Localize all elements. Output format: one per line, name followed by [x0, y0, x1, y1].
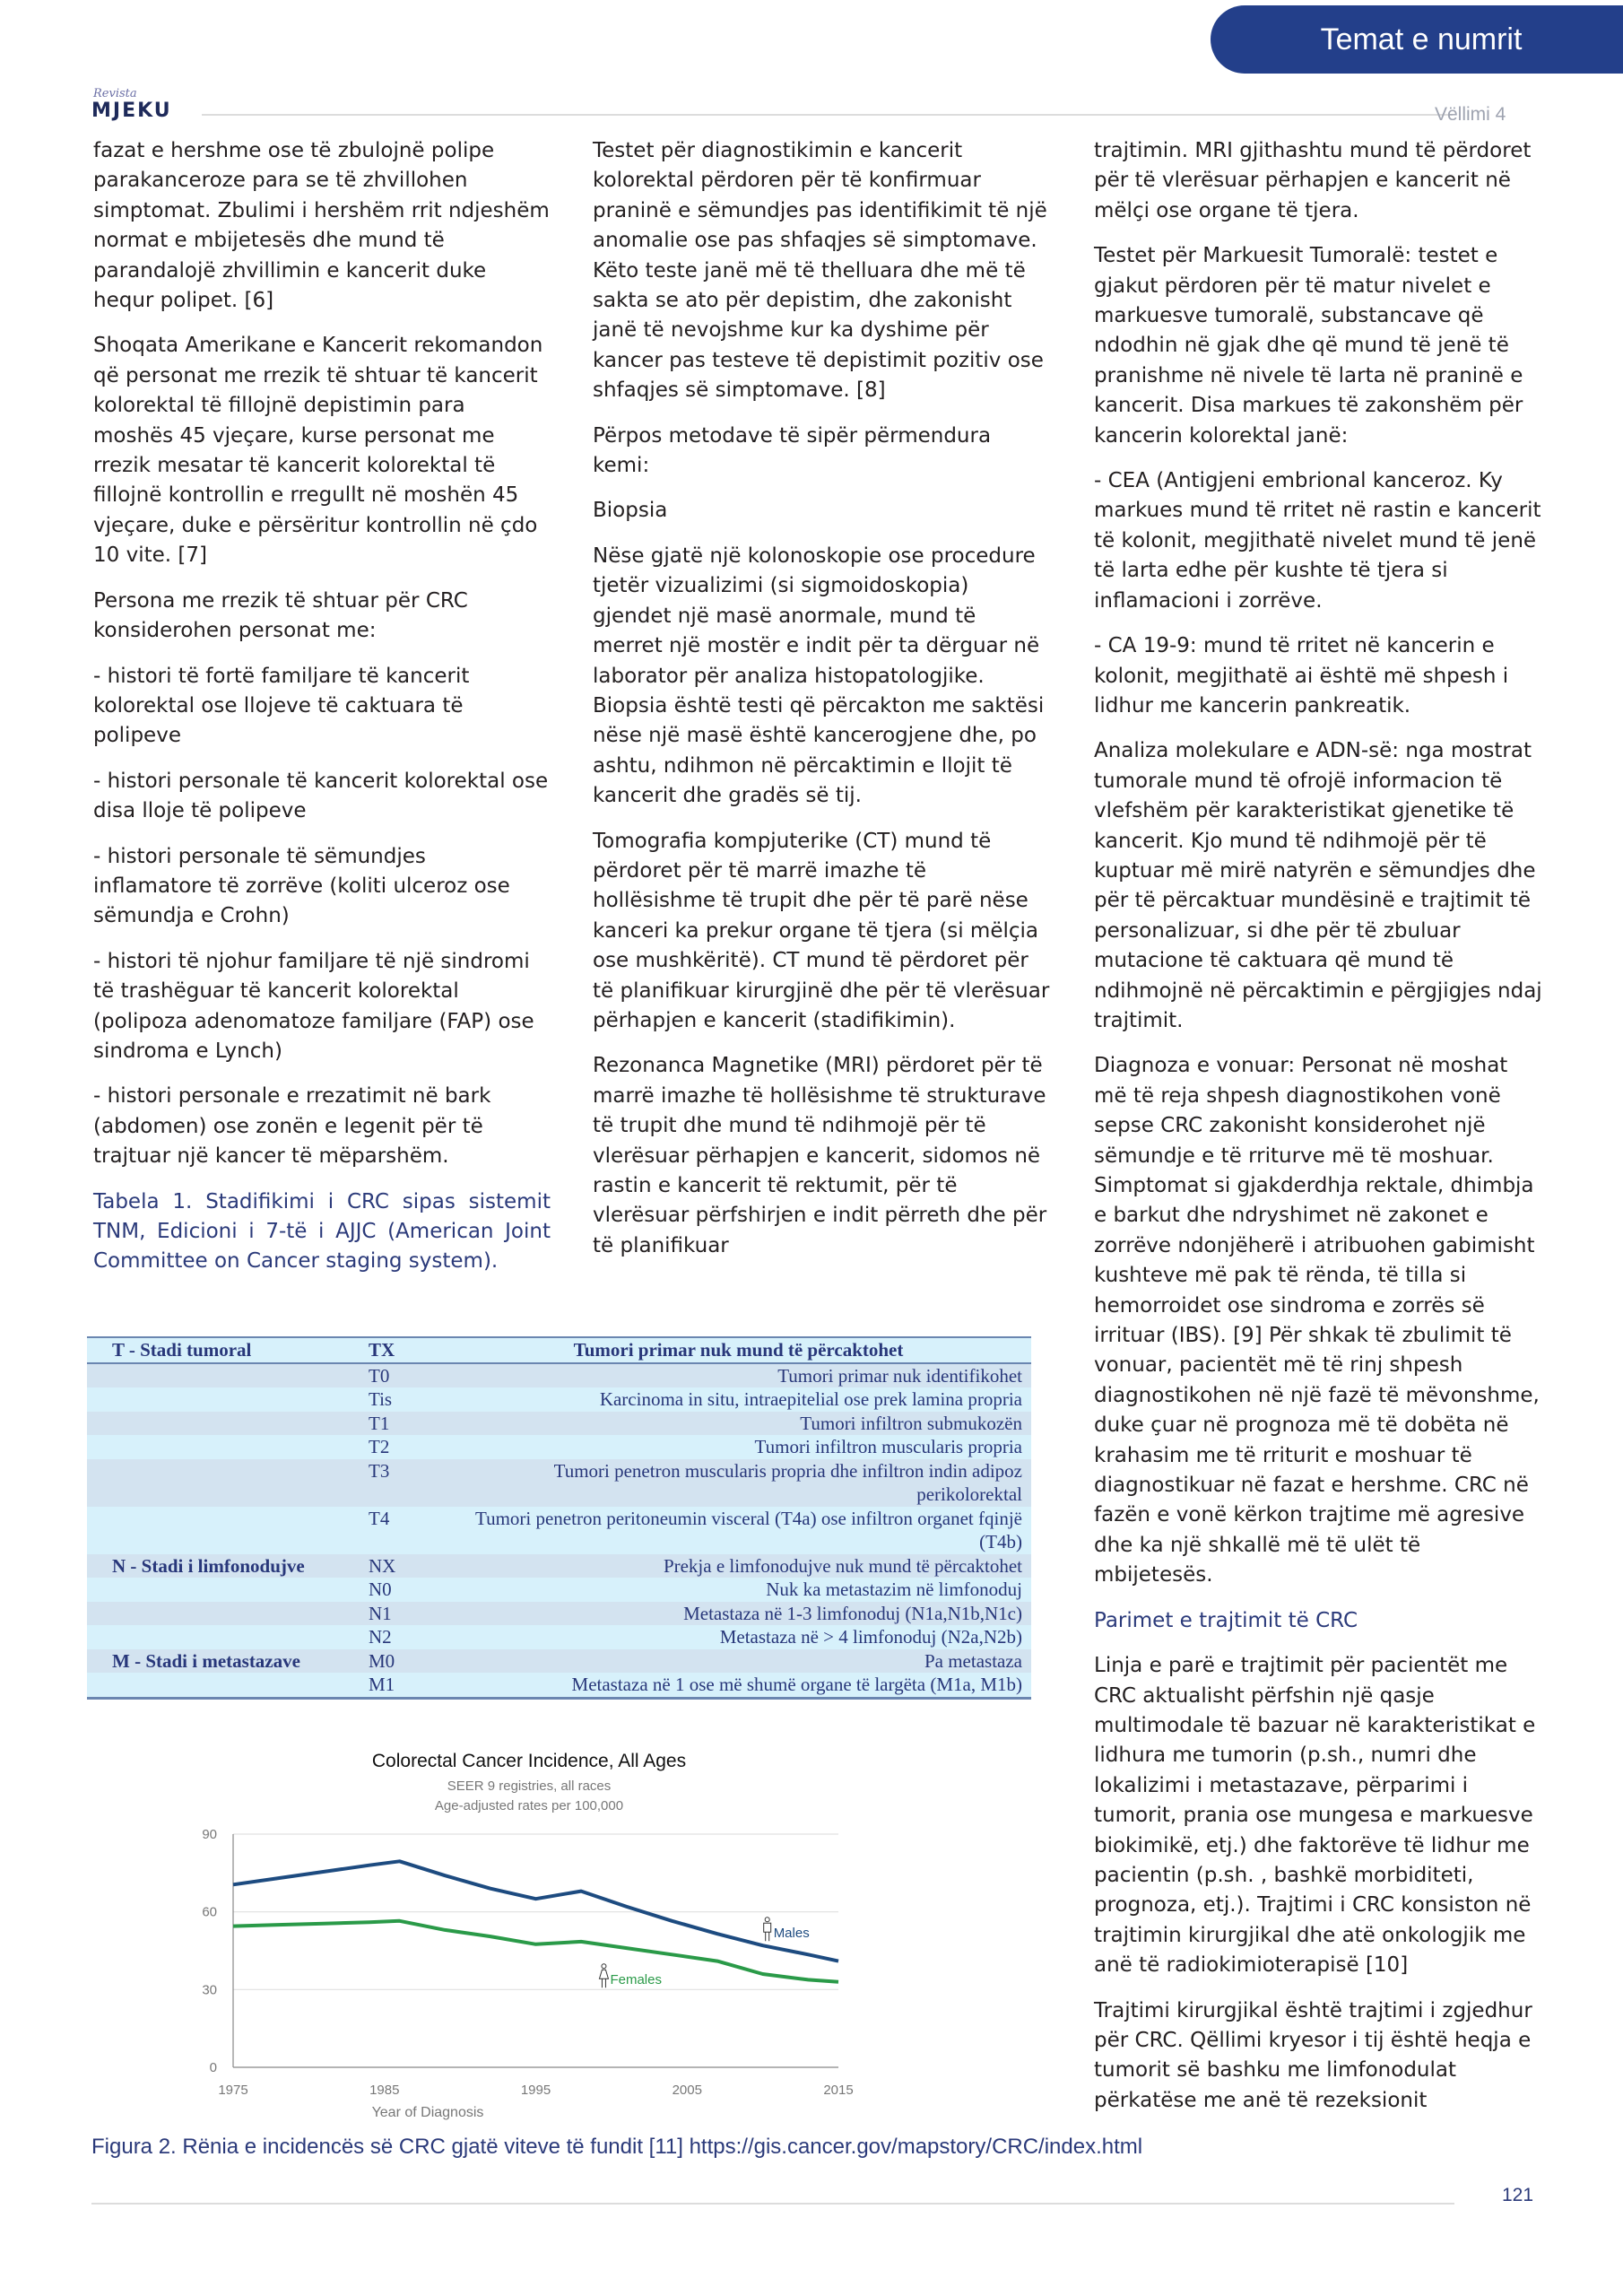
table-cell-code: M0 — [369, 1649, 395, 1672]
table-row — [87, 1507, 1031, 1554]
series-line-males — [233, 1861, 838, 1961]
paragraph: Testet për Markuesit Tumoralë: testet e gjakut përdoren për të matur nivelet e markuesve tumoralë, substancave që ndodhin në gjak dhe që mund të jenë të pranishme në nivele të larta në praninë e kancerit. Disa markues të zakonshëm për kancerin kolorektal janë: — [1094, 244, 1523, 448]
table-row — [87, 1673, 1031, 1697]
table-cell-desc: Tumori penetron muscularis propria dhe infiltron indin adipoz perikolorektal — [553, 1459, 1022, 1505]
table-cell-group — [87, 1435, 365, 1459]
volume-label: Vëllimi 4 — [1435, 104, 1506, 125]
table-cell-group: N - Stadi i limfonodujve — [112, 1554, 305, 1577]
incidence-chart — [179, 1731, 879, 2126]
table-row — [87, 1625, 1031, 1649]
paragraph: Rezonanca Magnetike (MRI) përdoret për të marrë imazhe të hollësishme të strukturave të trupit dhe mund të ndihmojë për të vlerësuar përhapjen e kancerit, sidomos në rastin e kancerit të rektumit, për të vlerësuar përfshirjen e indit përreth dhe për të planifikuar — [593, 1054, 1047, 1257]
column-1 — [93, 136, 551, 1292]
table-cell-code: T1 — [369, 1412, 390, 1434]
table-cell-group — [87, 1459, 365, 1507]
logo-subtitle: Revista — [93, 87, 137, 100]
x-tick-label: 2015 — [823, 2083, 854, 2098]
table-row — [87, 1554, 1031, 1578]
list-item: - histori personale e rrezatimit në bark (abdomen) ose zonën e legenit për të trajtuar një kancer të mëparshëm. — [93, 1084, 491, 1169]
table-cell-desc: Karcinoma in situ, intraepitelial ose prek lamina propria — [599, 1388, 1022, 1410]
paragraph: Linja e parë e trajtimit për pacientët me CRC aktualisht përfshin një qasje multimodale të bazuar në karakteristikat e lidhura me tumorin (p.sh., numri dhe lokalizimi i metastazave, përparimi i tumorit, prania ose mungesa e markuesve biokimikë, etj.) dhe faktorëve të lidhur me pacientin (p.sh. , bashkë morbiditeti, prognoza, etj.). Trajtimi i CRC konsiston në trajtimin kirurgjikal dhe atë onkologjik me anë të radiokimioterapisë [10] — [1094, 1654, 1536, 1978]
list-item: - CA 19-9: mund të rritet në kancerin e kolonit, megjithatë ai është më shpesh i lidhur me kancerin pankreatik. — [1094, 634, 1509, 718]
chart-title: Colorectal Cancer Incidence, All Ages — [371, 1751, 687, 1771]
table-cell-code: N2 — [369, 1626, 392, 1648]
table-cell-group — [87, 1578, 365, 1602]
table-cell-desc: Tumori penetron peritoneumin visceral (T4a) ose infiltron organet fqinjë (T4b) — [474, 1507, 1022, 1552]
x-tick-label: 1975 — [218, 2083, 248, 2098]
table-cell-code: Tis — [369, 1388, 393, 1410]
table-row — [87, 1459, 1031, 1507]
table-row — [87, 1649, 1031, 1674]
table-cell-group: M - Stadi i metastazave — [112, 1649, 300, 1672]
section-heading: Parimet e trajtimit të CRC — [1094, 1608, 1358, 1632]
paragraph: Testet për diagnostikimin e kancerit kolorektal përdoren për të konfirmuar praninë e sëmundjes pas identifikimit të një anomalie ose pas shfaqjes së simptomave. Këto teste janë më të thelluara dhe më të sakta se ato për depistim, dhe zakonisht janë të nevojshme kur ka dyshime për kancer pas testeve të depistimit pozitiv ose shfaqjes së simptomave. [8] — [593, 139, 1047, 403]
column-2 — [593, 136, 1050, 1276]
y-tick-label: 90 — [202, 1827, 217, 1842]
header-divider — [202, 114, 1453, 116]
paragraph: Tomografia kompjuterike (CT) mund të përdoret për të marrë imazhe të hollësishme të trupit dhe për të parë nëse kanceri ka prekur organe të tjera (si mëlçia ose mushkëritë). CT mund të përdoret për të planifikuar kirurgjinë dhe për të vlerësuar përhapjen e kancerit (stadifikimin). — [593, 829, 1050, 1032]
table-cell-code: T0 — [369, 1364, 390, 1387]
table-caption: Tabela 1. Stadifikimi i CRC sipas sistemit TNM, Edicioni i 7-të i AJJC (American Joint Committee on Cancer staging system). — [93, 1189, 551, 1274]
list-item: - histori të fortë familjare të kancerit kolorektal ose llojeve të caktuara të polipeve — [93, 664, 470, 748]
tnm-staging-table — [87, 1336, 1031, 1700]
table-cell-desc: Nuk ka metastazim në limfonoduj — [766, 1578, 1022, 1600]
table-cell-group — [87, 1507, 365, 1554]
table-cell-group — [87, 1364, 365, 1388]
legend-label: Females — [610, 1972, 662, 1988]
table-cell-group — [87, 1673, 365, 1697]
list-item: - histori personale të sëmundjes inflamatore të zorrëve (koliti ulceroz ose sëmundja e Crohn) — [93, 844, 510, 928]
legend-females — [599, 1964, 662, 1988]
table-row — [87, 1602, 1031, 1626]
table-cell-desc: Prekja e limfonodujve nuk mund të përcaktohet — [663, 1554, 1022, 1577]
series-line-females — [233, 1921, 838, 1982]
footer-divider — [91, 2203, 1454, 2205]
table-cell-desc: Tumori infiltron muscularis propria — [754, 1436, 1022, 1457]
list-item: - histori të njohur familjare të një sindromi të trashëguar të kancerit kolorektal (polipoza adenomatoze familjare (FAP) ose sindroma e Lynch) — [93, 949, 534, 1063]
table-cell-code: TX — [369, 1339, 395, 1361]
table-cell-desc: Tumori infiltron submukozën — [800, 1412, 1022, 1434]
paragraph: Diagnoza e vonuar: Personat në moshat më të reja shpesh diagnostikohen vonë sepse CRC zakonisht konsiderohet një sëmundje e të rriturve më të moshuar. Simptomat si gjakderdhja rektale, dhimbja e barkut dhe ndryshimet në zakonet e zorrëve ndonjëherë i atribuohen gabimisht kushteve më pak të rënda, të tilla si hemorroidet ose sindroma e zorrës së irrituar (IBS). [9] Për shkak të zbulimit të vonuar, pacientët më të rinj shpesh diagnostikohen në një fazë të mëvonshme, duke çuar në prognoza më të dobëta në krahasim me të rriturit e moshuar të diagnostikuar në fazat e hershme. CRC në fazën e vonë kërkon trajtime më agresive dhe ka një shkallë më të ulët të mbijetesës. — [1094, 1054, 1540, 1587]
table-cell-desc: Pa metastaza — [924, 1649, 1022, 1672]
table-cell-group — [87, 1625, 365, 1649]
paragraph: Nëse gjatë një kolonoskopie ose procedure tjetër vizualizimi (si sigmoidoskopia) gjendet një masë anormale, mund të merret një mostër e indit për ta dërguar në laborator për analiza histopatologjike. Biopsia është testi që përcakton me saktësi nëse një masë është kancerogjene dhe, po ashtu, ndihmon në përcaktimin e llojit të kancerit dhe gradës së tij. — [593, 544, 1045, 808]
table-cell-desc: Tumori primar nuk identifikohet — [777, 1364, 1022, 1387]
table-cell-code: M1 — [369, 1674, 395, 1695]
paragraph: Shoqata Amerikane e Kancerit rekomandon që personat me rrezik të shtuar të kancerit kolorektal të fillojnë depistimin para moshës 45 vjeçare, kurse personat me rrezik mesatar të kancerit kolorektal të fillojnë kontrollin e rregullt në moshën 45 vjeçare, duke e përsëritur kontrollin në çdo 10 vite. [7] — [93, 334, 543, 568]
y-tick-label: 30 — [202, 1982, 217, 1998]
paragraph: trajtimin. MRI gjithashtu mund të përdoret për të vlerësuar përhapjen e kancerit në mëlçi ose organe të tjera. — [1094, 139, 1532, 222]
paragraph: Përpos metodave të sipër përmendura kemi: — [593, 423, 992, 478]
table-cell-desc: Tumori primar nuk mund të përcaktohet — [573, 1339, 904, 1361]
x-tick-label: 1985 — [369, 2083, 400, 2098]
x-axis-label: Year of Diagnosis — [371, 2105, 484, 2120]
table-cell-group — [87, 1602, 365, 1626]
table-header-row — [87, 1338, 1031, 1364]
legend-males — [764, 1918, 810, 1942]
table-cell-code: T4 — [369, 1507, 390, 1529]
chart-subtitle-2: Age-adjusted rates per 100,000 — [434, 1798, 624, 1813]
table-row — [87, 1435, 1031, 1459]
female-figure-icon — [599, 1964, 608, 1988]
paragraph: Analiza molekulare e ADN-së: nga mostrat tumorale mund të ofrojë informacion të vlefshëm për karakteristikat gjenetike të kancerit. Kjo mund të ndihmojë për të kuptuar më mirë natyrën e sëmundjes dhe për të përcaktuar mundësinë e trajtimit të personalizuar, si dhe për të zbuluar mutacione të caktuara që mund të ndihmojnë në përcaktimin e përgjigjes ndaj trajtimit. — [1094, 739, 1542, 1032]
y-tick-label: 60 — [202, 1904, 217, 1920]
list-item: - histori personale të kancerit kolorektal ose disa lloje të polipeve — [93, 769, 549, 823]
table-row — [87, 1412, 1031, 1436]
table-cell-group — [87, 1387, 365, 1412]
table-cell-code: N1 — [369, 1602, 392, 1624]
column-3 — [1094, 136, 1542, 2131]
section-tab: Temat e numrit — [1211, 5, 1623, 74]
logo-title: MJEKU — [91, 100, 172, 122]
table-cell-code: T3 — [369, 1459, 390, 1482]
paragraph: Trajtimi kirurgjikal është trajtimi i zgjedhur për CRC. Qëllimi kryesor i tij është heqja e tumorit së bashku me limfonodulat përkatëse me anë të rezeksionit — [1094, 1998, 1532, 2112]
page-number: 121 — [1502, 2185, 1534, 2205]
journal-logo — [91, 88, 172, 121]
list-item: - CEA (Antigjeni embrional kanceroz. Ky markues mund të rritet në rastin e kancerit të kolonit, megjithatë nivelet mund të jenë të larta edhe për kushte të tjera si inflamacioni i zorrëve. — [1094, 469, 1541, 613]
male-figure-icon — [764, 1918, 771, 1942]
table-cell-code: N0 — [369, 1578, 392, 1600]
chart-subtitle-1: SEER 9 registries, all races — [447, 1779, 612, 1794]
subheading-biopsia: Biopsia — [593, 499, 668, 523]
table-cell-desc: Metastaza në > 4 limfonoduj (N2a,N2b) — [719, 1626, 1022, 1648]
table-cell-desc: Metastaza në 1-3 limfonoduj (N1a,N1b,N1c) — [683, 1602, 1022, 1624]
table-cell-group: T - Stadi tumoral — [112, 1339, 252, 1361]
table-cell-code: T2 — [369, 1436, 390, 1457]
paragraph: Persona me rrezik të shtuar për CRC konsiderohen personat me: — [93, 588, 468, 643]
y-tick-label: 0 — [209, 2060, 217, 2075]
paragraph: fazat e hershme ose të zbulojnë polipe parakanceroze para se të zhvillohen simptomat. Zbulimi i hershëm rrit ndjeshëm normat e mbijetesës dhe mund të parandalojë zhvillimin e kancerit duke hequr polipet. [6] — [93, 139, 550, 313]
legend-label: Males — [773, 1926, 810, 1942]
table-row — [87, 1578, 1031, 1602]
table-row — [87, 1387, 1031, 1412]
x-tick-label: 1995 — [520, 2083, 551, 2098]
table-cell-desc: Metastaza në 1 ose më shumë organe të largëta (M1a, M1b) — [571, 1674, 1022, 1695]
figure-caption: Figura 2. Rënia e incidencës së CRC gjatë viteve të fundit [11] https://gis.cancer.gov/mapstory/CRC/index.html — [91, 2135, 1143, 2159]
table-row — [87, 1364, 1031, 1388]
table-cell-group — [87, 1412, 365, 1436]
x-tick-label: 2005 — [672, 2083, 702, 2098]
table-cell-code: NX — [369, 1554, 396, 1577]
